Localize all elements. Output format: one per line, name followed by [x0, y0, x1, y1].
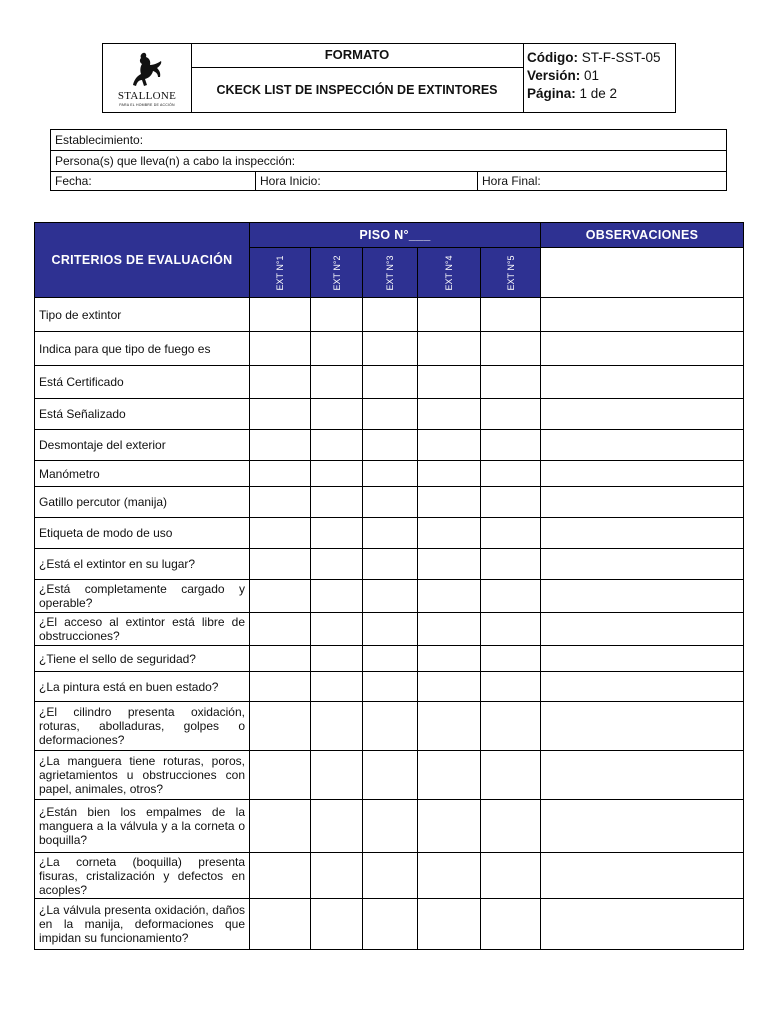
- ext-5-check-cell[interactable]: [481, 298, 541, 332]
- table-row: [35, 580, 744, 613]
- ext-4-check-cell[interactable]: [418, 487, 481, 518]
- ext-3-check-cell[interactable]: [363, 899, 418, 950]
- ext-1-check-cell[interactable]: [250, 646, 311, 672]
- ext-3-check-cell[interactable]: [363, 613, 418, 646]
- ext-2-check-cell[interactable]: [311, 518, 363, 549]
- ext-1-check-cell[interactable]: [250, 751, 311, 800]
- table-row: [35, 332, 744, 366]
- ext-1-check-cell[interactable]: [250, 549, 311, 580]
- ext-2-check-cell[interactable]: [311, 853, 363, 899]
- criteria-label: Tipo de extintor: [35, 298, 250, 332]
- ext-header-5: EXT N°5: [481, 248, 541, 298]
- page-value: 1 de 2: [579, 86, 618, 101]
- ext-4-check-cell[interactable]: [418, 366, 481, 399]
- observations-header: OBSERVACIONES: [541, 223, 744, 248]
- table-row: [35, 702, 744, 751]
- ext-2-check-cell[interactable]: [311, 549, 363, 580]
- ext-5-check-cell[interactable]: [481, 853, 541, 899]
- ext-2-check-cell[interactable]: [311, 487, 363, 518]
- ext-5-check-cell[interactable]: [481, 549, 541, 580]
- criteria-label: ¿El cilindro presenta oxidación, roturas, abolladuras, golpes o deformaciones?: [35, 702, 250, 751]
- ext-3-check-cell[interactable]: [363, 487, 418, 518]
- brand-slogan: PARA EL HOMBRE DE ACCIÓN: [119, 103, 175, 107]
- table-row: [35, 751, 744, 800]
- document-header: [102, 43, 676, 113]
- time-row: [51, 172, 726, 190]
- establishment-label: Establecimiento:: [55, 133, 144, 147]
- criteria-label: ¿La válvula presenta oxidación, daños en la manija, deformaciones que impidan su funcionamiento?: [35, 899, 250, 950]
- ext-2-check-cell[interactable]: [311, 646, 363, 672]
- table-row: [35, 613, 744, 646]
- company-logo: [103, 44, 192, 112]
- table-row: [35, 853, 744, 899]
- ext-1-check-cell[interactable]: [250, 332, 311, 366]
- ext-3-check-cell[interactable]: [363, 332, 418, 366]
- criteria-label: ¿El acceso al extintor está libre de obstrucciones?: [35, 613, 250, 646]
- ext-1-check-cell[interactable]: [250, 399, 311, 430]
- ext-5-check-cell[interactable]: [481, 672, 541, 702]
- observation-cell[interactable]: [541, 487, 744, 518]
- brand-name: STALLONE: [117, 90, 177, 102]
- table-row: [35, 399, 744, 430]
- ext-4-check-cell[interactable]: [418, 332, 481, 366]
- ext-3-check-cell[interactable]: [363, 518, 418, 549]
- page-line: Página: 1 de 2: [527, 86, 618, 101]
- ext-3-check-cell[interactable]: [363, 430, 418, 461]
- criteria-label: Está Señalizado: [35, 399, 250, 430]
- ext-3-check-cell[interactable]: [363, 672, 418, 702]
- criteria-label: ¿Está el extintor en su lugar?: [35, 549, 250, 580]
- observation-cell[interactable]: [541, 298, 744, 332]
- ext-1-check-cell[interactable]: [250, 461, 311, 487]
- table-row: [35, 800, 744, 853]
- ext-1-check-cell[interactable]: [250, 487, 311, 518]
- ext-5-check-cell[interactable]: [481, 580, 541, 613]
- observation-cell[interactable]: [541, 751, 744, 800]
- observation-cell[interactable]: [541, 461, 744, 487]
- horse-rider-icon: [131, 51, 165, 89]
- date-field[interactable]: Fecha:: [55, 174, 92, 188]
- ext-5-check-cell[interactable]: [481, 646, 541, 672]
- ext-2-check-cell[interactable]: [311, 702, 363, 751]
- document-title: CKECK LIST DE INSPECCIÓN DE EXTINTORES: [216, 83, 498, 97]
- ext-5-check-cell[interactable]: [481, 487, 541, 518]
- ext-4-check-cell[interactable]: [418, 580, 481, 613]
- observation-cell[interactable]: [541, 646, 744, 672]
- criteria-label: Desmontaje del exterior: [35, 430, 250, 461]
- table-row: [35, 366, 744, 399]
- ext-5-check-cell[interactable]: [481, 430, 541, 461]
- ext-4-check-cell[interactable]: [418, 800, 481, 853]
- floor-header: PISO N°___: [250, 223, 541, 248]
- ext-2-check-cell[interactable]: [311, 332, 363, 366]
- ext-3-check-cell[interactable]: [363, 580, 418, 613]
- start-time-field[interactable]: Hora Inicio:: [255, 172, 477, 190]
- title-block: [191, 44, 524, 112]
- establishment-row[interactable]: [51, 130, 726, 151]
- ext-1-check-cell[interactable]: [250, 899, 311, 950]
- ext-5-check-cell[interactable]: [481, 702, 541, 751]
- table-row: [35, 672, 744, 702]
- ext-3-check-cell[interactable]: [363, 461, 418, 487]
- observation-cell[interactable]: [541, 853, 744, 899]
- observation-cell[interactable]: [541, 430, 744, 461]
- ext-4-check-cell[interactable]: [418, 672, 481, 702]
- ext-4-check-cell[interactable]: [418, 702, 481, 751]
- ext-3-check-cell[interactable]: [363, 702, 418, 751]
- ext-4-check-cell[interactable]: [418, 430, 481, 461]
- criteria-label: ¿Tiene el sello de seguridad?: [35, 646, 250, 672]
- criteria-label: ¿Está completamente cargado y operable?: [35, 580, 250, 613]
- criteria-label: Gatillo percutor (manija): [35, 487, 250, 518]
- ext-4-check-cell[interactable]: [418, 549, 481, 580]
- ext-header-4: EXT N°4: [418, 248, 481, 298]
- ext-4-check-cell[interactable]: [418, 751, 481, 800]
- ext-2-check-cell[interactable]: [311, 800, 363, 853]
- observation-cell[interactable]: [541, 518, 744, 549]
- criteria-label: Indica para que tipo de fuego es: [35, 332, 250, 366]
- criteria-label: ¿La manguera tiene roturas, poros, agrietamientos u obstrucciones con papel, animales, otros?: [35, 751, 250, 800]
- inspection-info: [50, 129, 727, 191]
- observation-cell[interactable]: [541, 366, 744, 399]
- ext-3-check-cell[interactable]: [363, 399, 418, 430]
- ext-3-check-cell[interactable]: [363, 751, 418, 800]
- observation-cell[interactable]: [541, 332, 744, 366]
- ext-2-check-cell[interactable]: [311, 399, 363, 430]
- version-line: Versión: 01: [527, 68, 600, 83]
- ext-4-check-cell[interactable]: [418, 613, 481, 646]
- ext-5-check-cell[interactable]: [481, 751, 541, 800]
- format-label: FORMATO: [191, 44, 523, 68]
- ext-5-check-cell[interactable]: [481, 613, 541, 646]
- table-row: [35, 518, 744, 549]
- ext-4-check-cell[interactable]: [418, 298, 481, 332]
- end-time-field[interactable]: Hora Final:: [477, 172, 726, 190]
- table-row: [35, 487, 744, 518]
- ext-5-check-cell[interactable]: [481, 899, 541, 950]
- ext-2-check-cell[interactable]: [311, 366, 363, 399]
- ext-5-check-cell[interactable]: [481, 366, 541, 399]
- ext-5-check-cell[interactable]: [481, 399, 541, 430]
- observation-cell[interactable]: [541, 580, 744, 613]
- inspectors-row[interactable]: [51, 151, 726, 172]
- ext-5-check-cell[interactable]: [481, 461, 541, 487]
- ext-4-check-cell[interactable]: [418, 399, 481, 430]
- ext-2-check-cell[interactable]: [311, 580, 363, 613]
- observation-cell[interactable]: [541, 672, 744, 702]
- ext-1-check-cell[interactable]: [250, 518, 311, 549]
- ext-5-check-cell[interactable]: [481, 518, 541, 549]
- ext-3-check-cell[interactable]: [363, 366, 418, 399]
- ext-header-3: EXT N°3: [363, 248, 418, 298]
- ext-2-check-cell[interactable]: [311, 430, 363, 461]
- code-line: Código: ST-F-SST-05: [527, 50, 661, 65]
- criteria-label: ¿La pintura está en buen estado?: [35, 672, 250, 702]
- criteria-label: Manómetro: [35, 461, 250, 487]
- checklist-table: [34, 222, 744, 950]
- ext-1-check-cell[interactable]: [250, 366, 311, 399]
- table-row: [35, 298, 744, 332]
- table-row: [35, 461, 744, 487]
- table-row: [35, 430, 744, 461]
- observation-cell[interactable]: [541, 399, 744, 430]
- ext-4-check-cell[interactable]: [418, 518, 481, 549]
- ext-4-check-cell[interactable]: [418, 899, 481, 950]
- ext-5-check-cell[interactable]: [481, 332, 541, 366]
- ext-1-check-cell[interactable]: [250, 613, 311, 646]
- ext-5-check-cell[interactable]: [481, 800, 541, 853]
- ext-2-check-cell[interactable]: [311, 461, 363, 487]
- criteria-label: ¿La corneta (boquilla) presenta fisuras, cristalización y defectos en acoples?: [35, 853, 250, 899]
- criteria-label: ¿Están bien los empalmes de la manguera a la válvula y a la corneta o boquilla?: [35, 800, 250, 853]
- document-meta: [527, 49, 661, 103]
- ext-2-check-cell[interactable]: [311, 613, 363, 646]
- ext-2-check-cell[interactable]: [311, 899, 363, 950]
- observation-cell[interactable]: [541, 549, 744, 580]
- ext-1-check-cell[interactable]: [250, 298, 311, 332]
- observation-cell[interactable]: [541, 702, 744, 751]
- table-row: [35, 646, 744, 672]
- observations-header-spacer: [541, 248, 744, 298]
- version-value: 01: [584, 68, 600, 83]
- ext-2-check-cell[interactable]: [311, 751, 363, 800]
- ext-3-check-cell[interactable]: [363, 298, 418, 332]
- ext-1-check-cell[interactable]: [250, 800, 311, 853]
- observation-cell[interactable]: [541, 899, 744, 950]
- ext-3-check-cell[interactable]: [363, 853, 418, 899]
- ext-3-check-cell[interactable]: [363, 800, 418, 853]
- checklist-body: [35, 298, 744, 950]
- observation-cell[interactable]: [541, 613, 744, 646]
- ext-1-check-cell[interactable]: [250, 672, 311, 702]
- inspectors-label: Persona(s) que lleva(n) a cabo la inspección:: [55, 154, 296, 168]
- ext-4-check-cell[interactable]: [418, 853, 481, 899]
- ext-header-2: EXT N°2: [311, 248, 363, 298]
- ext-4-check-cell[interactable]: [418, 646, 481, 672]
- ext-1-check-cell[interactable]: [250, 580, 311, 613]
- observation-cell[interactable]: [541, 800, 744, 853]
- criteria-header: CRITERIOS DE EVALUACIÓN: [35, 223, 250, 298]
- ext-1-check-cell[interactable]: [250, 853, 311, 899]
- code-value: ST-F-SST-05: [581, 50, 661, 65]
- ext-2-check-cell[interactable]: [311, 672, 363, 702]
- ext-header-1: EXT N°1: [250, 248, 311, 298]
- ext-1-check-cell[interactable]: [250, 702, 311, 751]
- ext-3-check-cell[interactable]: [363, 549, 418, 580]
- ext-4-check-cell[interactable]: [418, 461, 481, 487]
- ext-1-check-cell[interactable]: [250, 430, 311, 461]
- table-row: [35, 549, 744, 580]
- criteria-label: Está Certificado: [35, 366, 250, 399]
- criteria-label: Etiqueta de modo de uso: [35, 518, 250, 549]
- ext-2-check-cell[interactable]: [311, 298, 363, 332]
- ext-3-check-cell[interactable]: [363, 646, 418, 672]
- table-row: [35, 899, 744, 950]
